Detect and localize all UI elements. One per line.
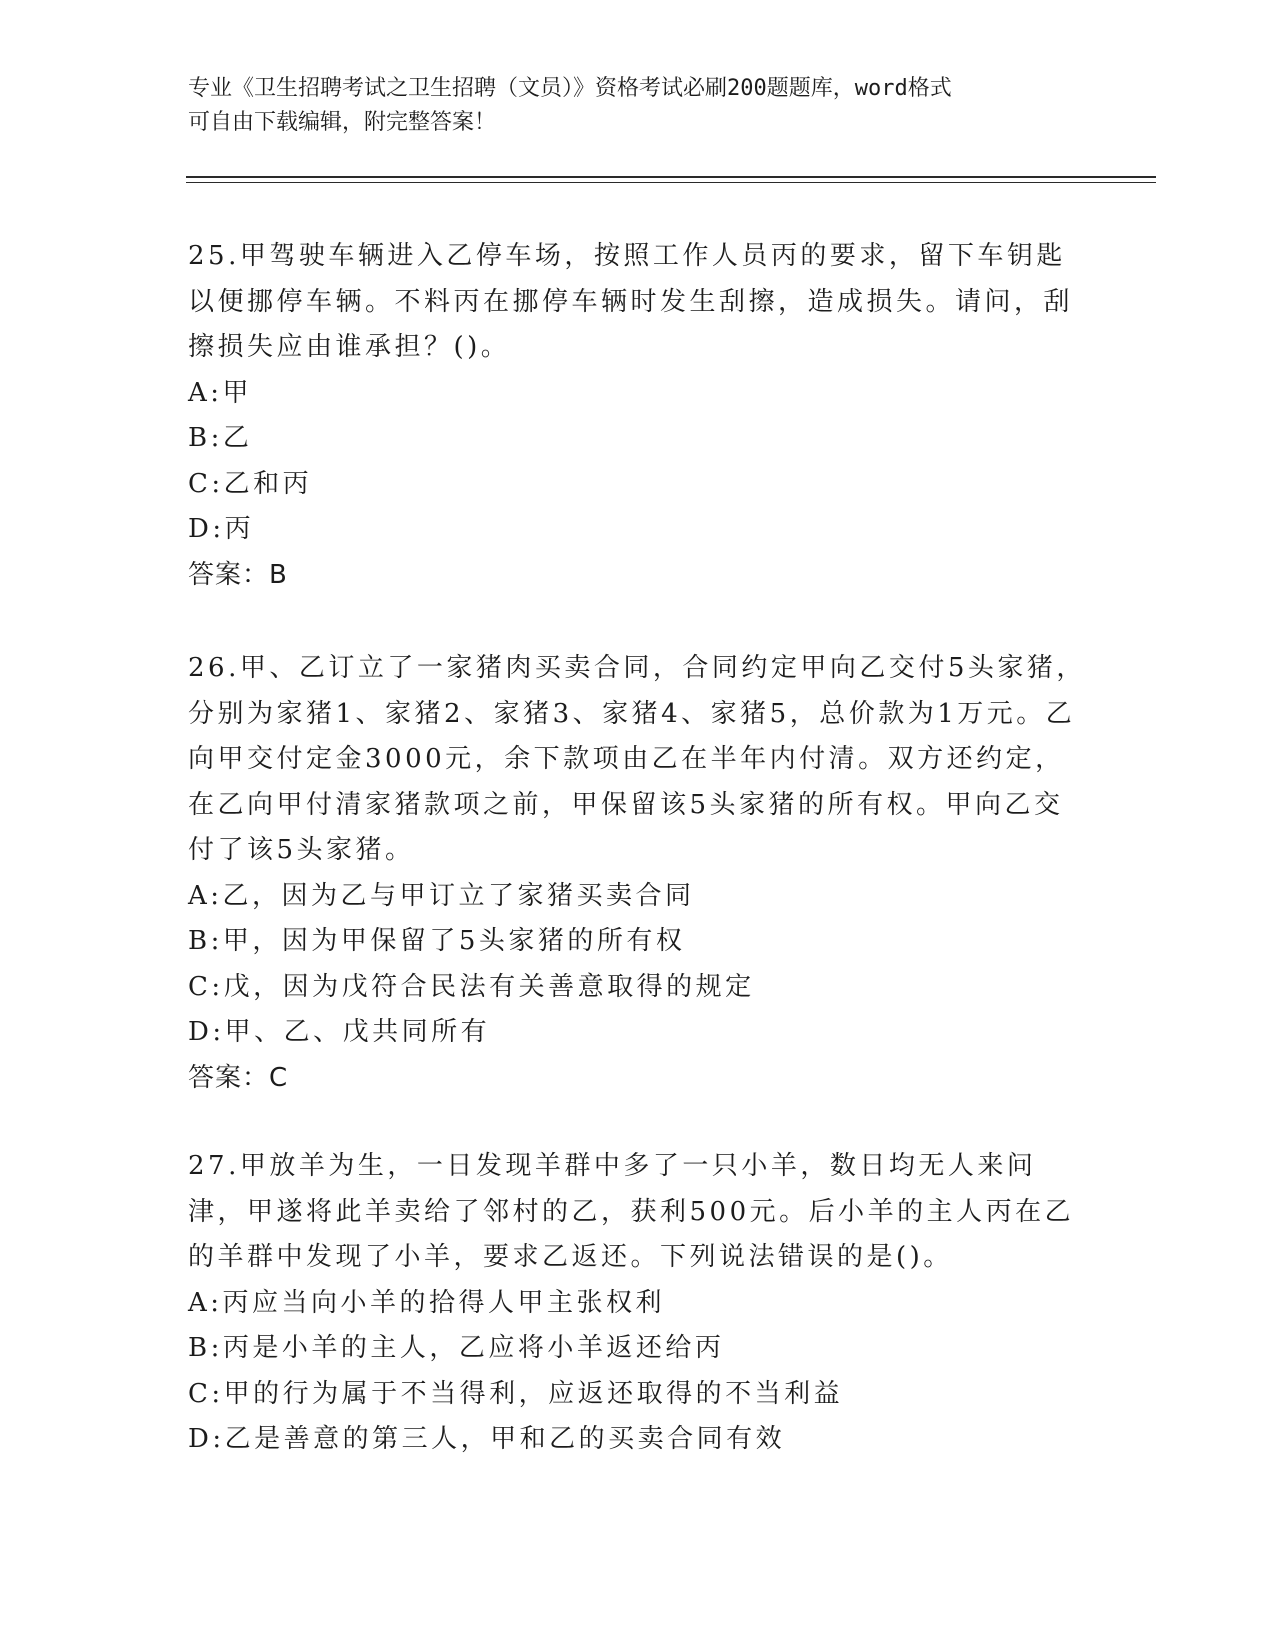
question-stem: 25.甲驾驶车辆进入乙停车场，按照工作人员丙的要求，留下车钥匙以便挪停车辆。不料丙在挪停车辆时发生刮擦，造成损失。请问，刮擦损失应由谁承担？()。 [188, 241, 1074, 362]
header-rule-thin [186, 182, 1156, 183]
option-b: B:乙 [188, 423, 253, 453]
option-c: C:乙和丙 [188, 468, 313, 499]
option-a: A:甲 [188, 377, 253, 408]
question-25 [188, 234, 1088, 598]
header-line-2: 可自由下载编辑，附完整答案！ [188, 110, 497, 135]
header-line-1: 专业《卫生招聘考试之卫生招聘（文员）》资格考试必刷200题题库，word格式 [188, 76, 952, 101]
document-header [188, 72, 1088, 140]
option-a: A:丙应当向小羊的拾得人甲主张权利 [188, 1287, 666, 1318]
header-rule-thick [186, 176, 1156, 178]
answer-line: 答案：B [188, 559, 288, 590]
answer-line: 答案：C [188, 1062, 289, 1093]
option-c: C:戊，因为戊符合民法有关善意取得的规定 [188, 971, 755, 1002]
question-27 [188, 1144, 1088, 1463]
option-a: A:乙，因为乙与甲订立了家猪买卖合同 [188, 880, 695, 911]
option-d: D:乙是善意的第三人，甲和乙的买卖合同有效 [188, 1424, 786, 1454]
question-stem: 26.甲、乙订立了一家猪肉买卖合同，合同约定甲向乙交付5头家猪，分别为家猪1、家猪2、家猪3、家猪4、家猪5，总价款为1万元。乙向甲交付定金3000元，余下款项由乙在半年内付清。双方还约定，在乙向甲付清家猪款项之前，甲保留该5头家猪的所有权。甲向乙交付了该5头家猪。 [188, 653, 1086, 865]
option-b: B:甲，因为甲保留了5头家猪的所有权 [188, 926, 686, 956]
question-26 [188, 646, 1088, 1101]
option-d: D:丙 [188, 514, 255, 544]
option-b: B:丙是小羊的主人，乙应将小羊返还给丙 [188, 1333, 725, 1363]
option-d: D:甲、乙、戊共同所有 [188, 1017, 491, 1047]
question-stem: 27.甲放羊为生，一日发现羊群中多了一只小羊，数日均无人来问津，甲遂将此羊卖给了邻村的乙，获利500元。后小羊的主人丙在乙的羊群中发现了小羊，要求乙返还。下列说法错误的是()。 [188, 1151, 1075, 1272]
option-c: C:甲的行为属于不当得利，应返还取得的不当利益 [188, 1378, 844, 1409]
